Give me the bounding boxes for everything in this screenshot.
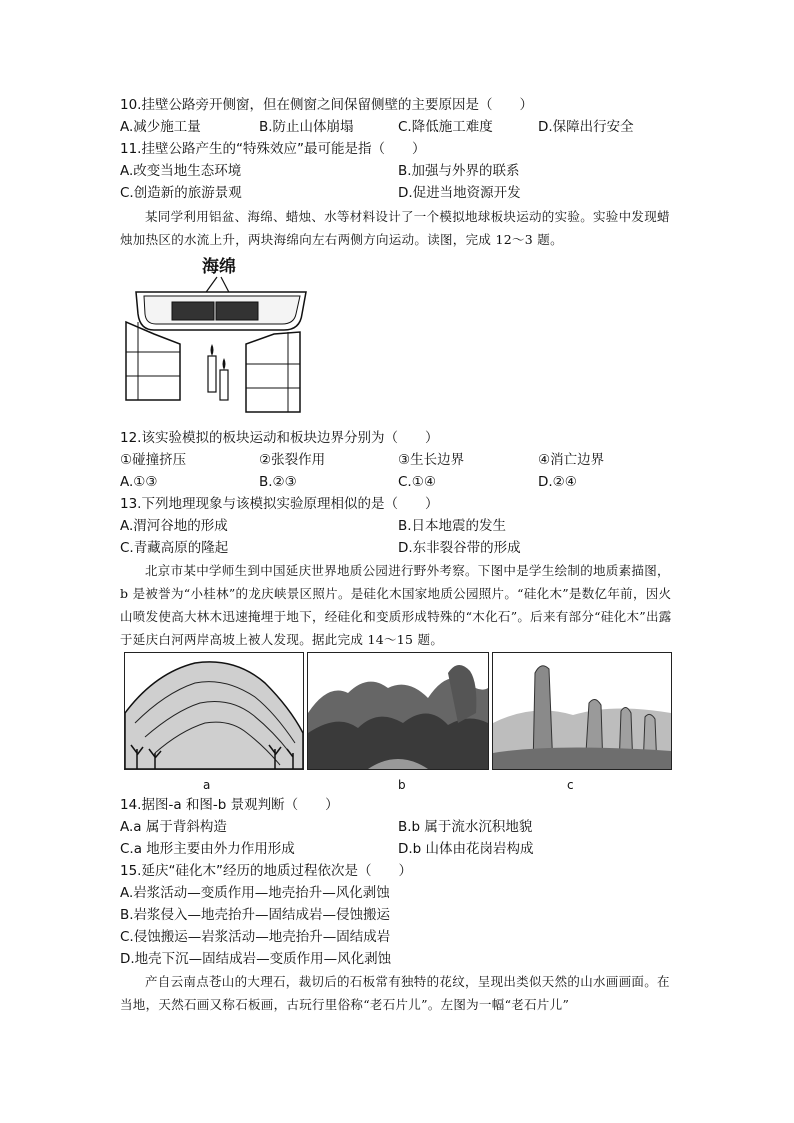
photo-b-scene [308,653,488,769]
q13-option-d: D.东非裂谷带的形成 [398,540,521,556]
q15-option-a: A.岩浆活动—变质作用—地壳抬升—风化剥蚀 [120,885,390,901]
q12-item-2: ②张裂作用 [259,452,326,468]
q12-option-c: C.①④ [398,474,436,490]
q15-option-c: C.侵蚀搬运—岩浆活动—地壳抬升—固结成岩 [120,929,391,945]
q11-option-d: D.促进当地资源开发 [398,185,521,201]
q15-option-d: D.地壳下沉—固结成岩—变质作用—风化剥蚀 [120,951,392,967]
q14-option-c: C.a 地形主要由外力作用形成 [120,841,295,857]
q13-option-a: A.渭河谷地的形成 [120,518,228,534]
q14-option-a: A.a 属于背斜构造 [120,819,227,835]
q12-item-4: ④消亡边界 [538,452,605,468]
photo-b [307,652,489,770]
q11-option-c: C.创造新的旅游景观 [120,185,242,201]
q15-stem: 15.延庆“硅化木”经历的地质过程依次是（ ） [120,863,412,879]
experiment-figure [124,252,324,422]
q10-option-d: D.保障出行安全 [538,119,634,135]
q13-option-b: B.日本地震的发生 [398,518,507,534]
q14-option-d: D.b 山体由花岗岩构成 [398,841,534,857]
material-paragraph-1: 某同学利用铝盆、海绵、蜡烛、水等材料设计了一个模拟地球板块运动的实验。实验中发现蜡烛加热区的水流上升，两块海绵向左右两侧方向运动。读图，完成 12～3 题。 [120,209,670,247]
photo-c-caption: c [567,778,574,792]
q13-option-c: C.青藏高原的隆起 [120,540,229,556]
experiment-illustration [124,252,324,422]
q11-stem: 11.挂壁公路产生的“特殊效应”最可能是指（ ） [120,141,426,157]
photo-a [124,652,304,770]
q12-option-b: B.②③ [259,474,297,490]
q10-stem: 10.挂壁公路旁开侧窗，但在侧窗之间保留侧壁的主要原因是（ ） [120,97,533,113]
photo-a-caption: a [203,778,211,792]
q12-option-d: D.②④ [538,474,577,490]
q12-item-1: ①碰撞挤压 [120,452,187,468]
q11-option-a: A.改变当地生态环境 [120,163,242,179]
q14-option-b: B.b 属于流水沉积地貌 [398,819,533,835]
q10-option-b: B.防止山体崩塌 [259,119,354,135]
photo-c [492,652,672,770]
material-paragraph-3: 产自云南点苍山的大理石，裁切后的石板常有独特的花纹，呈现出类似天然的山水画画面。在当地，天然石画又称石板画，古玩行里俗称“老石片儿”。左图为一幅“老石片儿” [120,974,670,1012]
q12-item-3: ③生长边界 [398,452,465,468]
photo-b-caption: b [398,778,406,792]
q10-option-a: A.减少施工量 [120,119,201,135]
q14-stem: 14.据图-a 和图-b 景观判断（ ） [120,797,339,813]
material-paragraph-2: 北京市某中学师生到中国延庆世界地质公园进行野外考察。下图中是学生绘制的地质素描图，b 是被誉为“小桂林”的龙庆峡景区照片。是硅化木国家地质公园照片。“硅化木”是数亿年前，因火山喷发使高大林木迅速掩埋于地下，经硅化和变质形成特殊的“木化石”。后来有部分“硅化木”出露于延庆白河两岸高坡上被人发现。据此完成 14～15 题。 [120,563,672,647]
q10-option-c: C.降低施工难度 [398,119,493,135]
q15-option-b: B.岩浆侵入—地壳抬升—固结成岩—侵蚀搬运 [120,907,391,923]
sponge-label: 海绵 [202,257,236,277]
q12-stem: 12.该实验模拟的板块运动和板块边界分别为（ ） [120,430,439,446]
photo-c-scene [493,653,671,769]
q13-stem: 13.下列地理现象与该模拟实验原理相似的是（ ） [120,496,439,512]
photo-a-sketch [125,653,303,769]
q11-option-b: B.加强与外界的联系 [398,163,520,179]
q12-option-a: A.①③ [120,474,158,490]
